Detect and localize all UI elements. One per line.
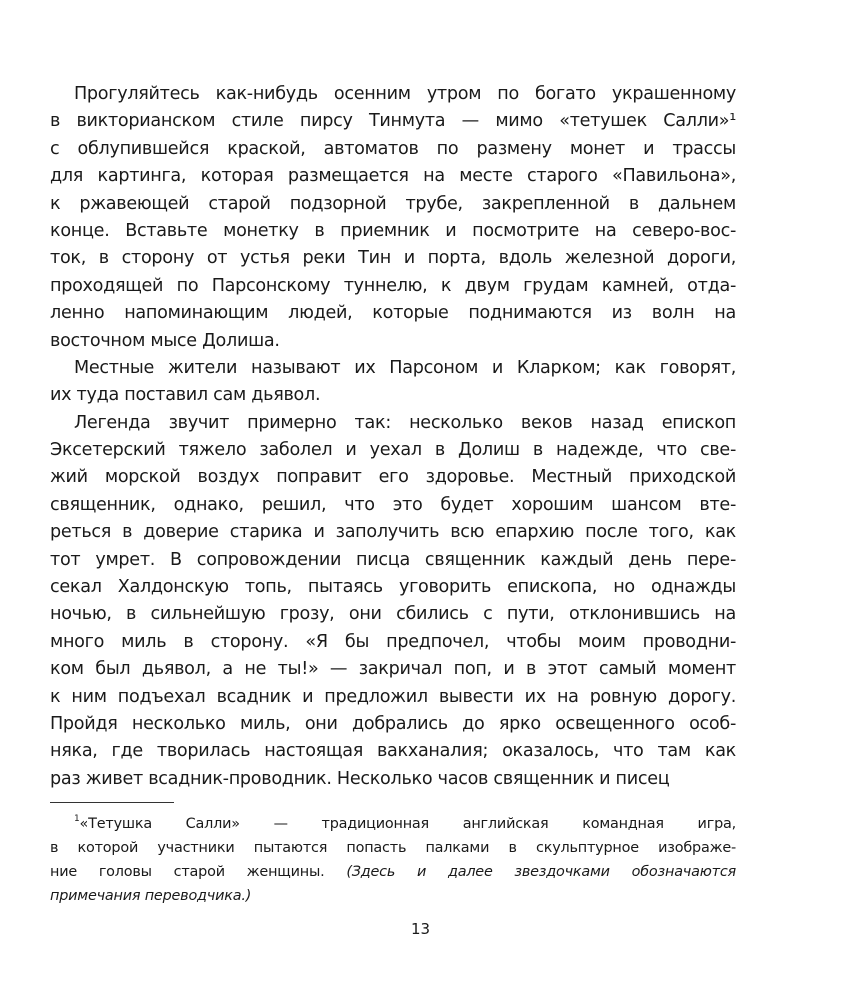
text-line: няка, где творилась настоящая вакханалия; оказалось, что там как (50, 741, 736, 762)
main-text (50, 81, 736, 793)
text-line: Прогуляйтесь как-нибудь осенним утром по богато украшенному (74, 84, 736, 104)
footnote-text: «Тетушка Салли» — традиционная английская командная игра, (79, 816, 736, 832)
text-line: проходящей по Парсонскому туннелю, к двум грудам камней, отда- (50, 275, 736, 296)
footnote-text: ние головы старой женщины. (50, 864, 325, 880)
text-line: реться в доверие старика и заполучить всю епархию после того, как (50, 522, 736, 543)
footnote-line (50, 884, 736, 908)
text-line: ночью, в сильнейшую грозу, они сбились с пути, отклонившись на (50, 604, 736, 625)
footnote-line (50, 812, 736, 836)
text-line: ком был дьявол, а не ты!» — закричал поп, и в этот самый момент (50, 659, 736, 680)
text-line: ток, в сторону от устья реки Тин и порта, вдоль железной дороги, (50, 248, 736, 269)
text-line: Легенда звучит примерно так: несколько веков назад епископ (74, 412, 736, 433)
footnote-line: в которой участники пытаются попасть палками в скульптурное изображе- (50, 840, 736, 856)
text-line: их туда поставил сам дьявол. (50, 385, 321, 406)
paragraph (50, 410, 736, 793)
text-line: раз живет всадник-проводник. Несколько часов священник и писец (50, 768, 670, 789)
footnote-divider (50, 802, 174, 803)
footnote-italic: примечания переводчика.) (50, 888, 252, 904)
footnote-line (50, 860, 736, 884)
text-line: к ржавеющей старой подзорной трубе, закрепленной в дальнем (50, 193, 736, 214)
footnote-marker: 1 (74, 814, 80, 824)
text-line: Эксетерский тяжело заболел и уехал в Долиш в надежде, что све- (50, 440, 736, 461)
text-line: восточном мысе Долиша. (50, 330, 280, 351)
text-line: конце. Вставьте монетку в приемник и посмотрите на северо-вос- (50, 220, 736, 241)
paragraph (50, 81, 736, 355)
text-line: в викторианском стиле пирсу Тинмута — мимо «тетушек Салли»¹ (50, 111, 736, 132)
footnote (50, 812, 736, 908)
footnote-italic: (Здесь и далее звездочками обозначаются (346, 864, 736, 880)
text-line: ленно напоминающим людей, которые поднимаются из волн на (50, 303, 736, 324)
text-line: секал Халдонскую топь, пытаясь уговорить епископа, но однажды (50, 577, 736, 598)
page-number: 13 (410, 920, 431, 938)
text-line: Местные жители называют их Парсоном и Кларком; как говорят, (74, 357, 736, 378)
text-line: священник, однако, решил, что это будет хорошим шансом вте- (50, 494, 736, 515)
text-line: для картинга, которая размещается на месте старого «Павильона», (50, 166, 736, 187)
paragraph (50, 355, 736, 410)
text-line: много миль в сторону. «Я бы предпочел, чтобы моим проводни- (50, 631, 736, 652)
text-line: с облупившейся краской, автоматов по размену монет и трассы (50, 138, 736, 159)
text-line: жий морской воздух поправит его здоровье. Местный приходской (50, 467, 736, 488)
text-line: к ним подъехал всадник и предложил вывести их на ровную дорогу. (50, 686, 736, 707)
text-line: Пройдя несколько миль, они добрались до ярко освещенного особ- (50, 713, 736, 734)
text-line: тот умрет. В сопровождении писца священник каждый день пере- (50, 549, 736, 570)
